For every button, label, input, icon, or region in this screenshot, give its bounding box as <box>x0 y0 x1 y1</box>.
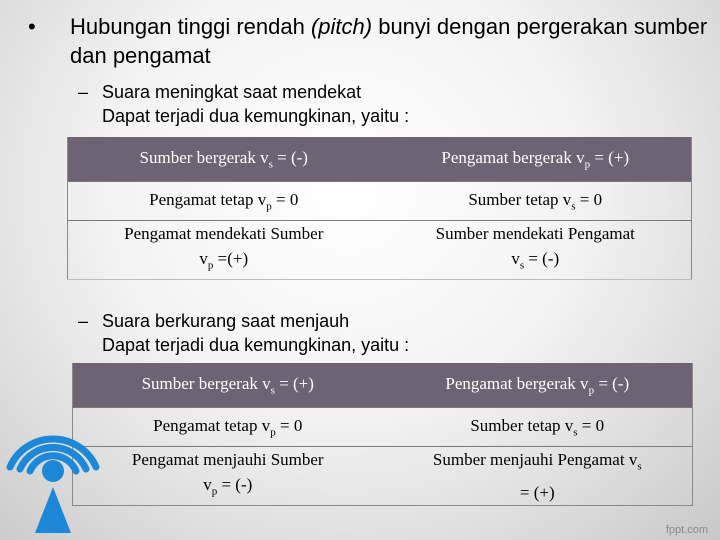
cell-text: = 0 <box>275 415 303 435</box>
cell-text: Pengamat bergerak v <box>441 147 585 167</box>
cell-text: Sumber tetap v <box>470 415 574 435</box>
table-row <box>73 447 693 506</box>
cell-text: Sumber bergerak v <box>139 147 269 167</box>
cell-text: v <box>511 249 520 269</box>
table-approach <box>67 137 692 280</box>
cell-text: =(+) <box>213 249 249 269</box>
cell-text: = 0 <box>271 189 299 209</box>
table-row <box>68 221 692 280</box>
cell-subscript: s <box>268 158 273 171</box>
table-row <box>68 137 692 182</box>
sub-bullet-line1: Suara meningkat saat mendekat <box>102 82 362 102</box>
cell-text: Sumber tetap v <box>468 189 572 209</box>
cell-subscript: p <box>211 485 218 498</box>
cell-subscript: p <box>588 384 595 397</box>
table-row <box>73 408 693 447</box>
cell-text: Sumber menjauhi Pengamat v <box>432 450 638 470</box>
table-cell <box>68 221 380 280</box>
cell-text: Pengamat bergerak v <box>445 373 589 393</box>
table-cell <box>380 221 692 280</box>
bullet-text-pre: Hubungan tinggi rendah <box>70 14 311 39</box>
table-cell <box>73 363 383 408</box>
cell-text: Pengamat menjauhi Sumber <box>131 450 324 470</box>
table-cell <box>73 408 383 447</box>
cell-subscript: p <box>266 200 272 213</box>
cell-text: = (-) <box>524 249 560 269</box>
cell-text: = (-) <box>217 475 253 495</box>
cell-subscript: s <box>270 384 275 397</box>
cell-subscript: p <box>270 426 276 439</box>
table-recede <box>72 363 693 506</box>
cell-text: = (-) <box>594 373 630 393</box>
cell-subscript: s <box>571 200 576 213</box>
bullet-text-italic: (pitch) <box>310 14 373 39</box>
cell-text: = (-) <box>272 147 308 167</box>
dash-symbol: – <box>78 82 89 102</box>
table-cell <box>380 137 692 182</box>
cell-text: = (+) <box>590 147 630 167</box>
sub-bullet-line2: Dapat terjadi dua kemungkinan, yaitu : <box>102 335 410 355</box>
wireless-signal-person-icon <box>2 405 112 540</box>
cell-text: = 0 <box>577 415 605 435</box>
cell-text: = (+) <box>274 373 314 393</box>
sub-bullet-increase <box>78 80 409 128</box>
cell-text: v <box>199 249 208 269</box>
table-row <box>73 363 693 408</box>
cell-text: = (+) <box>519 482 555 502</box>
sub-bullet-decrease <box>78 309 409 357</box>
table-cell <box>383 363 693 408</box>
sub-bullet-line1: Suara berkurang saat menjauh <box>102 311 350 331</box>
cell-subscript: p <box>584 158 591 171</box>
table-cell <box>73 447 383 506</box>
cell-subscript: p <box>207 259 214 272</box>
table-cell <box>68 137 380 182</box>
cell-subscript: s <box>637 460 642 473</box>
table-cell <box>383 408 693 447</box>
cell-text: Pengamat mendekati Sumber <box>124 224 324 244</box>
cell-text: Sumber bergerak v <box>141 373 271 393</box>
cell-subscript: s <box>519 259 525 272</box>
table-row <box>68 182 692 221</box>
cell-text: = 0 <box>575 189 603 209</box>
cell-text: Sumber mendekati Pengamat <box>435 224 635 244</box>
sub-bullet-line2: Dapat terjadi dua kemungkinan, yaitu : <box>102 106 410 126</box>
main-bullet-text <box>70 12 708 70</box>
main-bullet <box>28 12 708 70</box>
footer-watermark: fppt.com <box>665 524 708 536</box>
cell-text: Pengamat tetap v <box>153 415 271 435</box>
dash-symbol: – <box>78 311 89 331</box>
bullet-symbol: • <box>28 14 36 39</box>
table-cell <box>380 182 692 221</box>
cell-text: Pengamat tetap v <box>149 189 267 209</box>
bullet-text-post: bunyi dengan pergerakan sumber dan pengamat <box>70 14 708 68</box>
table-cell <box>68 182 380 221</box>
cell-text: v <box>203 475 212 495</box>
cell-subscript: s <box>573 426 578 439</box>
table-cell <box>383 447 693 506</box>
